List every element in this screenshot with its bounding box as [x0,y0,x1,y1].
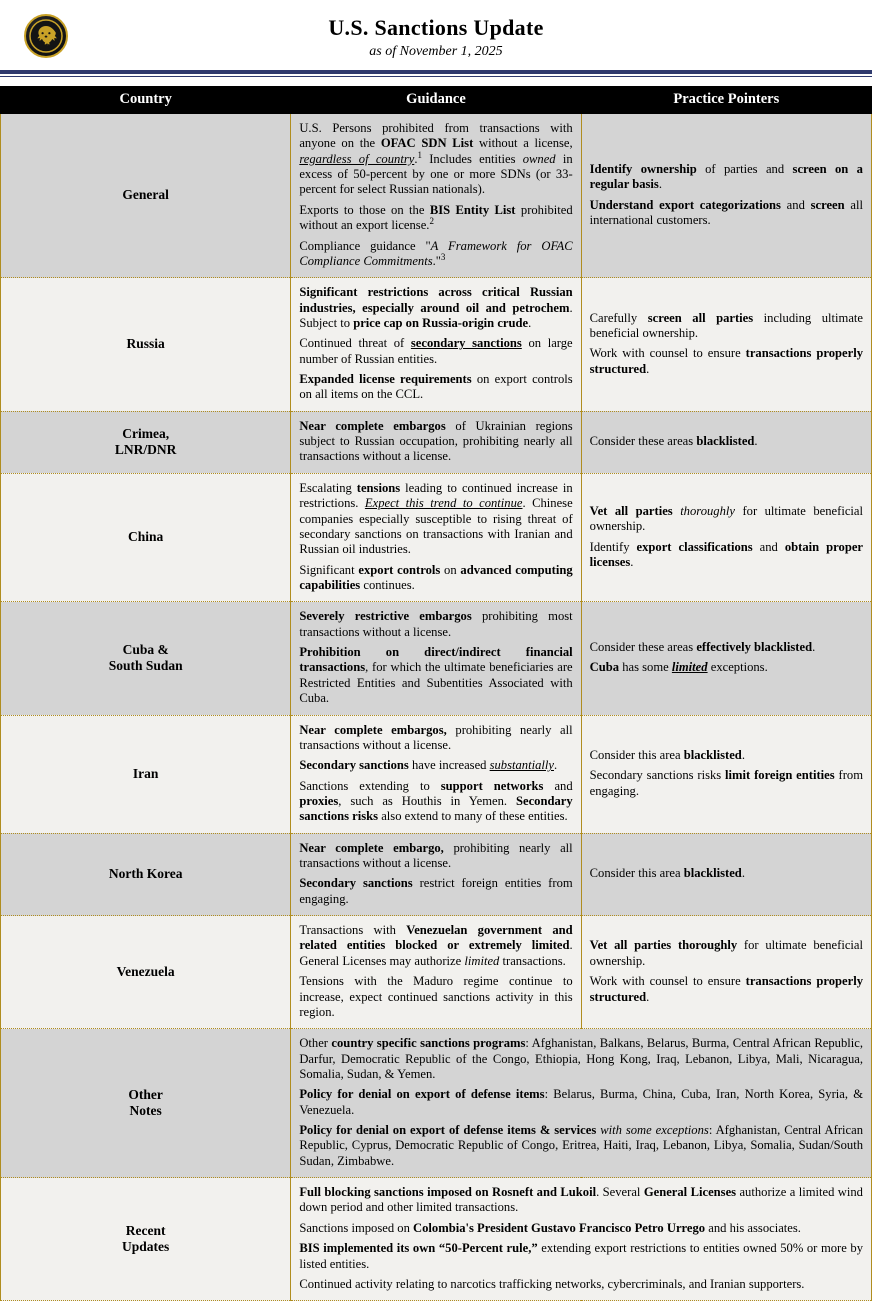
cell-country: Other Notes [1,1029,291,1178]
cell-guidance: Near complete embargos, prohibiting nearly all transactions without a license. Secondary sanctions have increased substantially. Sanctions extending to support networks and proxies, such as Houthis in Yemen. Secondary sanctions risks also extend to many of these entities. [291,715,581,833]
cell-practice-pointers: Consider this area blacklisted. [581,833,871,915]
cell-practice-pointers: Vet all parties thoroughly for ultimate beneficial ownership. Identify export classifications and obtain proper licenses. [581,473,871,602]
table-row [1,473,872,602]
cell-guidance: Escalating tensions leading to continued increase in restrictions. Expect this trend to continue. Chinese companies especially susceptible to rising threat of secondary sanctions on transactions with Iranian and Russian oil industries. Significant export controls on advanced computing capabilities continues. [291,473,581,602]
cell-practice-pointers: Vet all parties thoroughly for ultimate beneficial ownership. Work with counsel to ensure transactions properly structured. [581,916,871,1029]
table-row [1,1029,872,1178]
table-row [1,833,872,915]
header-rule-thin [0,76,872,77]
title-block [0,0,872,60]
cell-practice-pointers: Identify ownership of parties and screen on a regular basis. Understand export categorizations and screen all international customers. [581,114,871,278]
cell-guidance: Near complete embargo, prohibiting nearly all transactions without a license. Secondary sanctions restrict foreign entities from engaging. [291,833,581,915]
table-row [1,916,872,1029]
cell-guidance: Severely restrictive embargos prohibiting most transactions without a license. Prohibition on direct/indirect financial transactions, for which the ultimate beneficiaries are Restricted Entities and Subentities Associated with Cuba. [291,602,581,715]
cell-practice-pointers: Carefully screen all parties including ultimate beneficial ownership. Work with counsel to ensure transactions properly structured. [581,278,871,412]
cell-guidance: Significant restrictions across critical Russian industries, especially around oil and petrochem. Subject to price cap on Russia-origin crude. Continued threat of secondary sanctions on large number of Russian entities. Expanded license requirements on export controls on all items on the CCL. [291,278,581,412]
cell-country: China [1,473,291,602]
header-rule [0,70,872,74]
cell-country: Cuba & South Sudan [1,602,291,715]
cell-guidance: Other country specific sanctions programs: Afghanistan, Balkans, Belarus, Burma, Central African Republic, Darfur, Democratic Republic of the Congo, Ethiopia, Hong Kong, Iraq, Lebanon, Libya, Mali, Nicaragua, Somalia, Sudan, & Yemen. Policy for denial on export of defense items: Belarus, Burma, China, Cuba, Iran, North Korea, Syria, & Venezuela. Policy for denial on export of defense items & services with some exceptions: Afghanistan, Central African Republic, Cyprus, Democratic Republic of Congo, Eritrea, Haiti, Iraq, Lebanon, Libya, Somalia, Sudan/South Sudan, Zimbabwe. [291,1029,872,1178]
table-row [1,715,872,833]
cell-practice-pointers: Consider this area blacklisted. Secondary sanctions risks limit foreign entities from engaging. [581,715,871,833]
column-header-country: Country [1,87,291,114]
cell-country: North Korea [1,833,291,915]
table-body [1,114,872,1301]
page-subtitle: as of November 1, 2025 [369,44,503,60]
cell-guidance: Near complete embargos of Ukrainian regions subject to Russian occupation, prohibiting nearly all transactions without a license. [291,411,581,473]
page-title: U.S. Sanctions Update [328,15,544,40]
document-header [0,0,872,72]
column-header-guidance: Guidance [291,87,581,114]
cell-guidance: Transactions with Venezuelan government and related entities blocked or extremely limited. General Licenses may authorize limited transactions. Tensions with the Maduro regime continue to increase, expect continued sanctions activity in this region. [291,916,581,1029]
table-row [1,602,872,715]
sanctions-table [0,86,872,1301]
lion-head-seal-icon [24,14,68,58]
cell-country: Venezuela [1,916,291,1029]
table-row [1,114,872,278]
cell-country: Russia [1,278,291,412]
cell-country: Recent Updates [1,1178,291,1301]
cell-practice-pointers: Consider these areas blacklisted. [581,411,871,473]
cell-guidance: U.S. Persons prohibited from transactions with anyone on the OFAC SDN List without a license, regardless of country.$^1$ Includes entities owned in excess of 50-percent by one or more SDNs (or 33-percent for select Russian nationals). Exports to those on the BIS Entity List prohibited without an export license.$^2$ Compliance guidance "A Framework for OFAC Compliance Commitments."$^3$ [291,114,581,278]
table-row [1,411,872,473]
cell-country: General [1,114,291,278]
table-row [1,278,872,412]
table-row [1,1178,872,1301]
cell-country: Crimea, LNR/DNR [1,411,291,473]
cell-guidance: Full blocking sanctions imposed on Rosneft and Lukoil. Several General Licenses authorize a limited wind down period and other limited transactions. Sanctions imposed on Colombia's President Gustavo Francisco Petro Urrego and his associates. BIS implemented its own “50-Percent rule,” extending export restrictions to entities owned 50% or more by listed entities. Continued activity relating to narcotics trafficking networks, cybercriminals, and Iranian supporters. [291,1178,872,1301]
table-header-row [1,87,872,114]
column-header-practice-pointers: Practice Pointers [581,87,871,114]
cell-practice-pointers: Consider these areas effectively blacklisted. Cuba has some limited exceptions. [581,602,871,715]
cell-country: Iran [1,715,291,833]
